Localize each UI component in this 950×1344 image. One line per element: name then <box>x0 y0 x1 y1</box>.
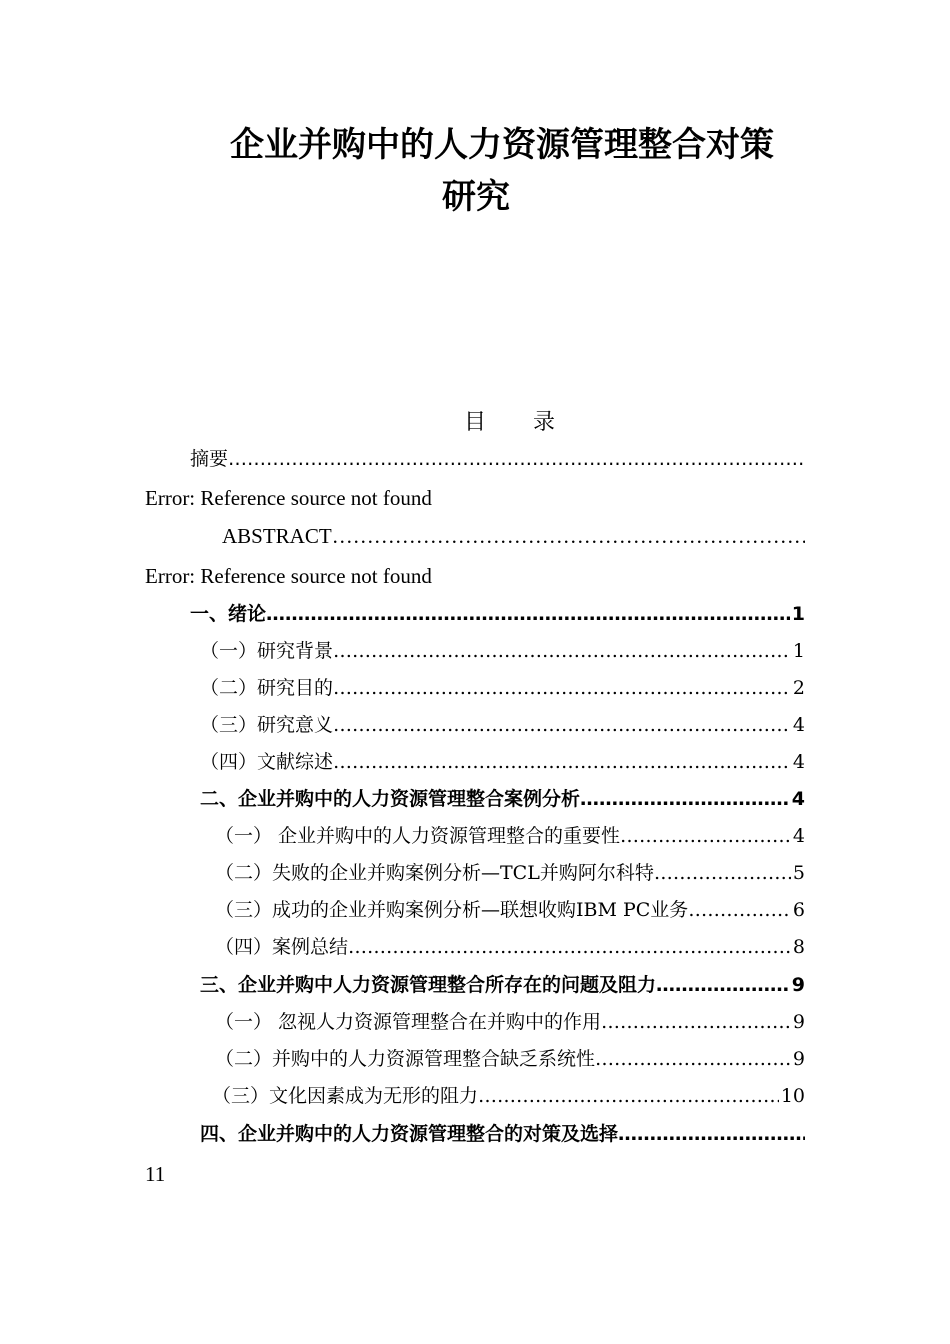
toc-page-error: Error: Reference source not found <box>145 564 432 588</box>
toc-entry-page: 9 <box>792 1048 805 1070</box>
toc-entry[interactable] <box>200 674 805 702</box>
toc-entry-abstract-cn[interactable] <box>190 445 805 473</box>
toc-leader-dots <box>266 600 790 628</box>
toc-entry-label: 摘要 <box>190 448 229 470</box>
toc-entry[interactable] <box>215 1045 805 1073</box>
toc-entry-page: 4 <box>792 751 805 773</box>
toc-entry[interactable] <box>200 748 805 776</box>
toc-entry-label: （二）失败的企业并购案例分析—TCL并购阿尔科特 <box>215 862 654 884</box>
toc-leader-dots <box>333 637 791 665</box>
toc-entry-page: 8 <box>792 936 805 958</box>
toc-leader-dots <box>620 822 791 850</box>
toc-entry-label: （四）文献综述 <box>200 751 334 773</box>
toc-entry-page: 2 <box>792 677 805 699</box>
toc-entry-label: ABSTRACT <box>222 524 332 548</box>
toc-entry[interactable] <box>215 822 805 850</box>
toc-entry-label: 四、企业并购中的人力资源管理整合的对策及选择 <box>200 1123 619 1145</box>
toc-entry[interactable] <box>215 859 805 887</box>
toc-entry-page: 1 <box>792 640 805 662</box>
toc-entry[interactable] <box>212 1082 805 1110</box>
toc-entry-label: （四）案例总结 <box>215 936 349 958</box>
toc-leader-dots <box>333 674 791 702</box>
toc-entry-label: （一） 忽视人力资源管理整合在并购中的作用 <box>215 1011 602 1033</box>
toc-leader-dots <box>228 445 805 473</box>
toc-entry-label: （三）文化因素成为无形的阻力 <box>212 1085 479 1107</box>
toc-leader-dots <box>333 748 791 776</box>
toc-entry[interactable] <box>200 711 805 739</box>
toc-entry-page: 11 <box>145 1162 166 1186</box>
toc-entry-label: 二、企业并购中的人力资源管理整合案例分析 <box>200 788 581 810</box>
toc-entry[interactable] <box>200 971 805 999</box>
toc-entry[interactable] <box>200 637 805 665</box>
document-title-line1: 企业并购中的人力资源管理整合对策 <box>230 125 774 165</box>
toc-entry[interactable] <box>215 933 805 961</box>
toc-leader-dots <box>618 1120 805 1148</box>
toc-leader-dots <box>333 711 791 739</box>
toc-entry-page: 1 <box>791 603 805 625</box>
toc-entry[interactable] <box>215 896 805 924</box>
toc-leader-dots <box>688 896 791 924</box>
toc-entry[interactable] <box>190 600 805 628</box>
toc-page-error: Error: Reference source not found <box>145 486 432 510</box>
toc-entry-abstract-en[interactable] <box>222 522 805 550</box>
toc-leader-dots <box>478 1082 779 1110</box>
document-title-line2: 研究 <box>442 177 510 217</box>
toc-entry-label: 一、绪论 <box>190 603 267 625</box>
toc-entry-label: 三、企业并购中人力资源管理整合所存在的问题及阻力 <box>200 974 657 996</box>
toc-entry[interactable] <box>200 785 805 813</box>
toc-entry-label: （二）并购中的人力资源管理整合缺乏系统性 <box>215 1048 596 1070</box>
toc-entry-page: 9 <box>792 1011 805 1033</box>
toc-entry-label: （一） 企业并购中的人力资源管理整合的重要性 <box>215 825 621 847</box>
toc-entry-label: （二）研究目的 <box>200 677 334 699</box>
toc-leader-dots <box>580 785 790 813</box>
toc-entry-page: 6 <box>792 899 805 921</box>
toc-heading: 目 录 <box>464 410 575 435</box>
toc-entry-page: 9 <box>791 974 805 996</box>
toc-leader-dots <box>595 1045 791 1073</box>
toc-entry-page: 10 <box>780 1085 805 1107</box>
toc-entry-page: 4 <box>792 714 805 736</box>
toc-entry-last[interactable] <box>200 1120 805 1148</box>
toc-leader-dots <box>654 859 791 887</box>
toc-entry-page: 4 <box>791 788 805 810</box>
toc-leader-dots <box>332 522 805 550</box>
toc-leader-dots <box>348 933 791 961</box>
toc-entry-label: （三）成功的企业并购案例分析—联想收购IBM PC业务 <box>215 899 689 921</box>
toc-entry-label: （三）研究意义 <box>200 714 334 736</box>
toc-entry-page: 4 <box>792 825 805 847</box>
toc-leader-dots <box>601 1008 791 1036</box>
toc-entry[interactable] <box>215 1008 805 1036</box>
toc-entry-label: （一）研究背景 <box>200 640 334 662</box>
toc-entry-page: 5 <box>792 862 805 884</box>
toc-leader-dots <box>656 971 790 999</box>
